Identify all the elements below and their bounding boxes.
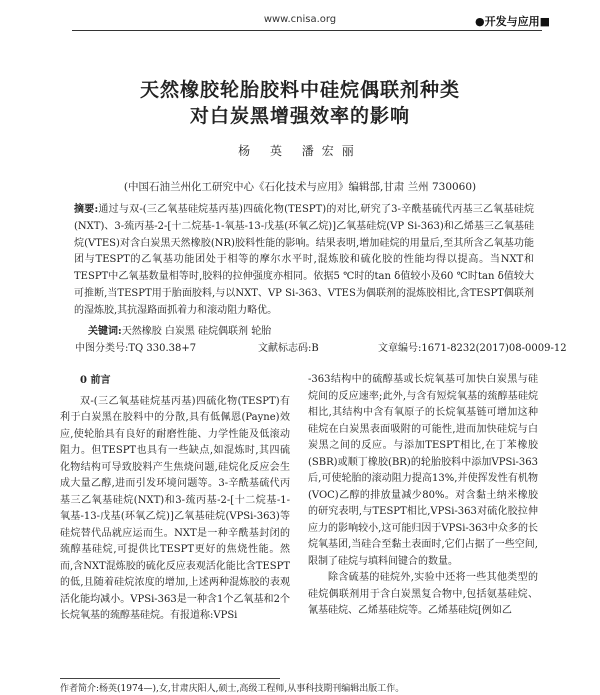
journal-website: www.cnisa.org bbox=[263, 14, 337, 25]
left-column bbox=[60, 373, 290, 625]
abstract-label: 摘要: bbox=[74, 204, 99, 215]
header-rule bbox=[72, 30, 542, 31]
affiliation: (中国石油兰州化工研究中心《石化技术与应用》编辑部,甘肃 兰州 730060) bbox=[123, 181, 477, 193]
clc-number: 中图分类号:TQ 330.38+7 bbox=[75, 343, 197, 354]
paper-title-line-1: 天然橡胶轮胎胶料中硅烷偶联剂种类 bbox=[139, 79, 460, 101]
keywords-text: 天然橡胶 白炭黑 硅烷偶联剂 轮胎 bbox=[121, 326, 272, 337]
right-column bbox=[308, 372, 538, 620]
right-paragraph-1: -363结构中的硫醇基或长烷氧基可加快白炭黑与硅烷间的反应速率;此外,与含有短烷氧基的巯醇基硅烷相比,其结构中含有氧原子的长烷氧基链可增加这种硅烷在白炭黑表面吸附的可能性,进而加快硅烷与白炭黑之间的反应。与添加TESPT相比,在丁苯橡胶(SBR)或顺丁橡胶(BR)的轮胎胶料中添加VPSi-363后,可使轮胎的滚动阻力提高13%,并使挥发性有机物(VOC)乙醇的排放量减少80%。对含黏土纳米橡胶的研究表明,与TESPT相比,VPSi-363对硫化胶拉伸应力的影响较小,这可能归因于VPSi-363中众多的长烷氧基团,当硅合至黏土表面时,它们占据了一些空间,限制了硅烷与填料间键合的数量。 bbox=[308, 374, 538, 567]
section-heading: 0 前言 bbox=[80, 375, 111, 386]
left-paragraph: 双-(三乙氧基硅烷基丙基)四硫化物(TESPT)有利于白炭黑在胶料中的分散,具有低佩恩(Payne)效应,使轮胎具有良好的耐磨性能、力学性能及低滚动阻力。但TESPT也具有一些缺点,如混炼时,其四硫化物结构可导致胶料产生焦烧问题,硅烷化反应会生成大量乙醇,进而引发环境问题等。3-辛酰基硫代丙基三乙氧基硅烷(NXT)和3-巯丙基-2-[十二烷基-1-氧基-13-戊基(环氧乙烷)]乙氧基硅烷(VPSi-363)等硅烷替代品就应运而生。NXT是一种辛酰基封闭的巯醇基硅烷,可提供比TESPT更好的焦烧性能。然而,含NXT混炼胶的硫化反应表观活化能比含TESPT的低,且随着硅烷浓度的增加,上述两种混炼胶的表观活化能均减小。VPSi-363是一种含1个乙氧基和2个长烷氧基的巯醇基硅烷。有报道称:VPSi bbox=[60, 395, 290, 621]
keywords bbox=[88, 322, 271, 337]
authors: 杨 英 潘宏丽 bbox=[238, 144, 362, 158]
article-number: 文章编号:1671-8232(2017)08-0009-12 bbox=[378, 343, 567, 354]
right-paragraph-2: 除含硫基的硅烷外,实验中还将一些其他类型的硅烷偶联剂用于含白炭黑复合物中,包括氨基硅烷、氰基硅烷、乙烯基硅烷等。乙烯基硅烷[例如乙 bbox=[308, 572, 538, 616]
paper-title-line-2: 对白炭黑增强效率的影响 bbox=[189, 105, 410, 127]
section-label: ●开发与应用■ bbox=[475, 15, 550, 28]
keywords-label: 关键词: bbox=[88, 326, 122, 337]
abstract-text: 通过与双-(三乙氧基硅烷基丙基)四硫化物(TESPT)的对比,研究了3-辛酰基硫代丙基三乙氧基硅烷(NXT)、3-巯丙基-2-[十二烷基-1-氧基-13-戊基(环氧乙烷)]乙氧基硅烷(VP Si-363)和乙烯基三乙氧基硅烷(VTES)对含白炭黑天然橡胶(NR)胶料性能的影响。结果表明,增加硅烷的用量后,至其所含乙氧基功能团与TESPT的乙氧基功能团处于相等的摩尔水平时,混炼胶和硫化胶的性能均得以提高。当NXT和TESPT中乙氧基数量相等时,胶料的拉伸强度亦相同。依据5 ℃时的tan δ值较小及60 ℃时tan δ值较大可推断,当TESPT用于胎面胶料,与以NXT、VP Si-363、VTES为偶联剂的混炼胶相比,含TESPT偶联剂的湿炼胶,其抗湿路面抓着力和滚动阻力略优。 bbox=[74, 204, 534, 316]
author-footnote: 作者简介:杨英(1974—),女,甘肃庆阳人,硕士,高级工程师,从事科技期刊编辑出版工作。 bbox=[60, 684, 405, 694]
abstract bbox=[74, 202, 534, 320]
footnote-rule bbox=[60, 678, 280, 679]
document-code: 文献标志码:B bbox=[258, 343, 319, 354]
